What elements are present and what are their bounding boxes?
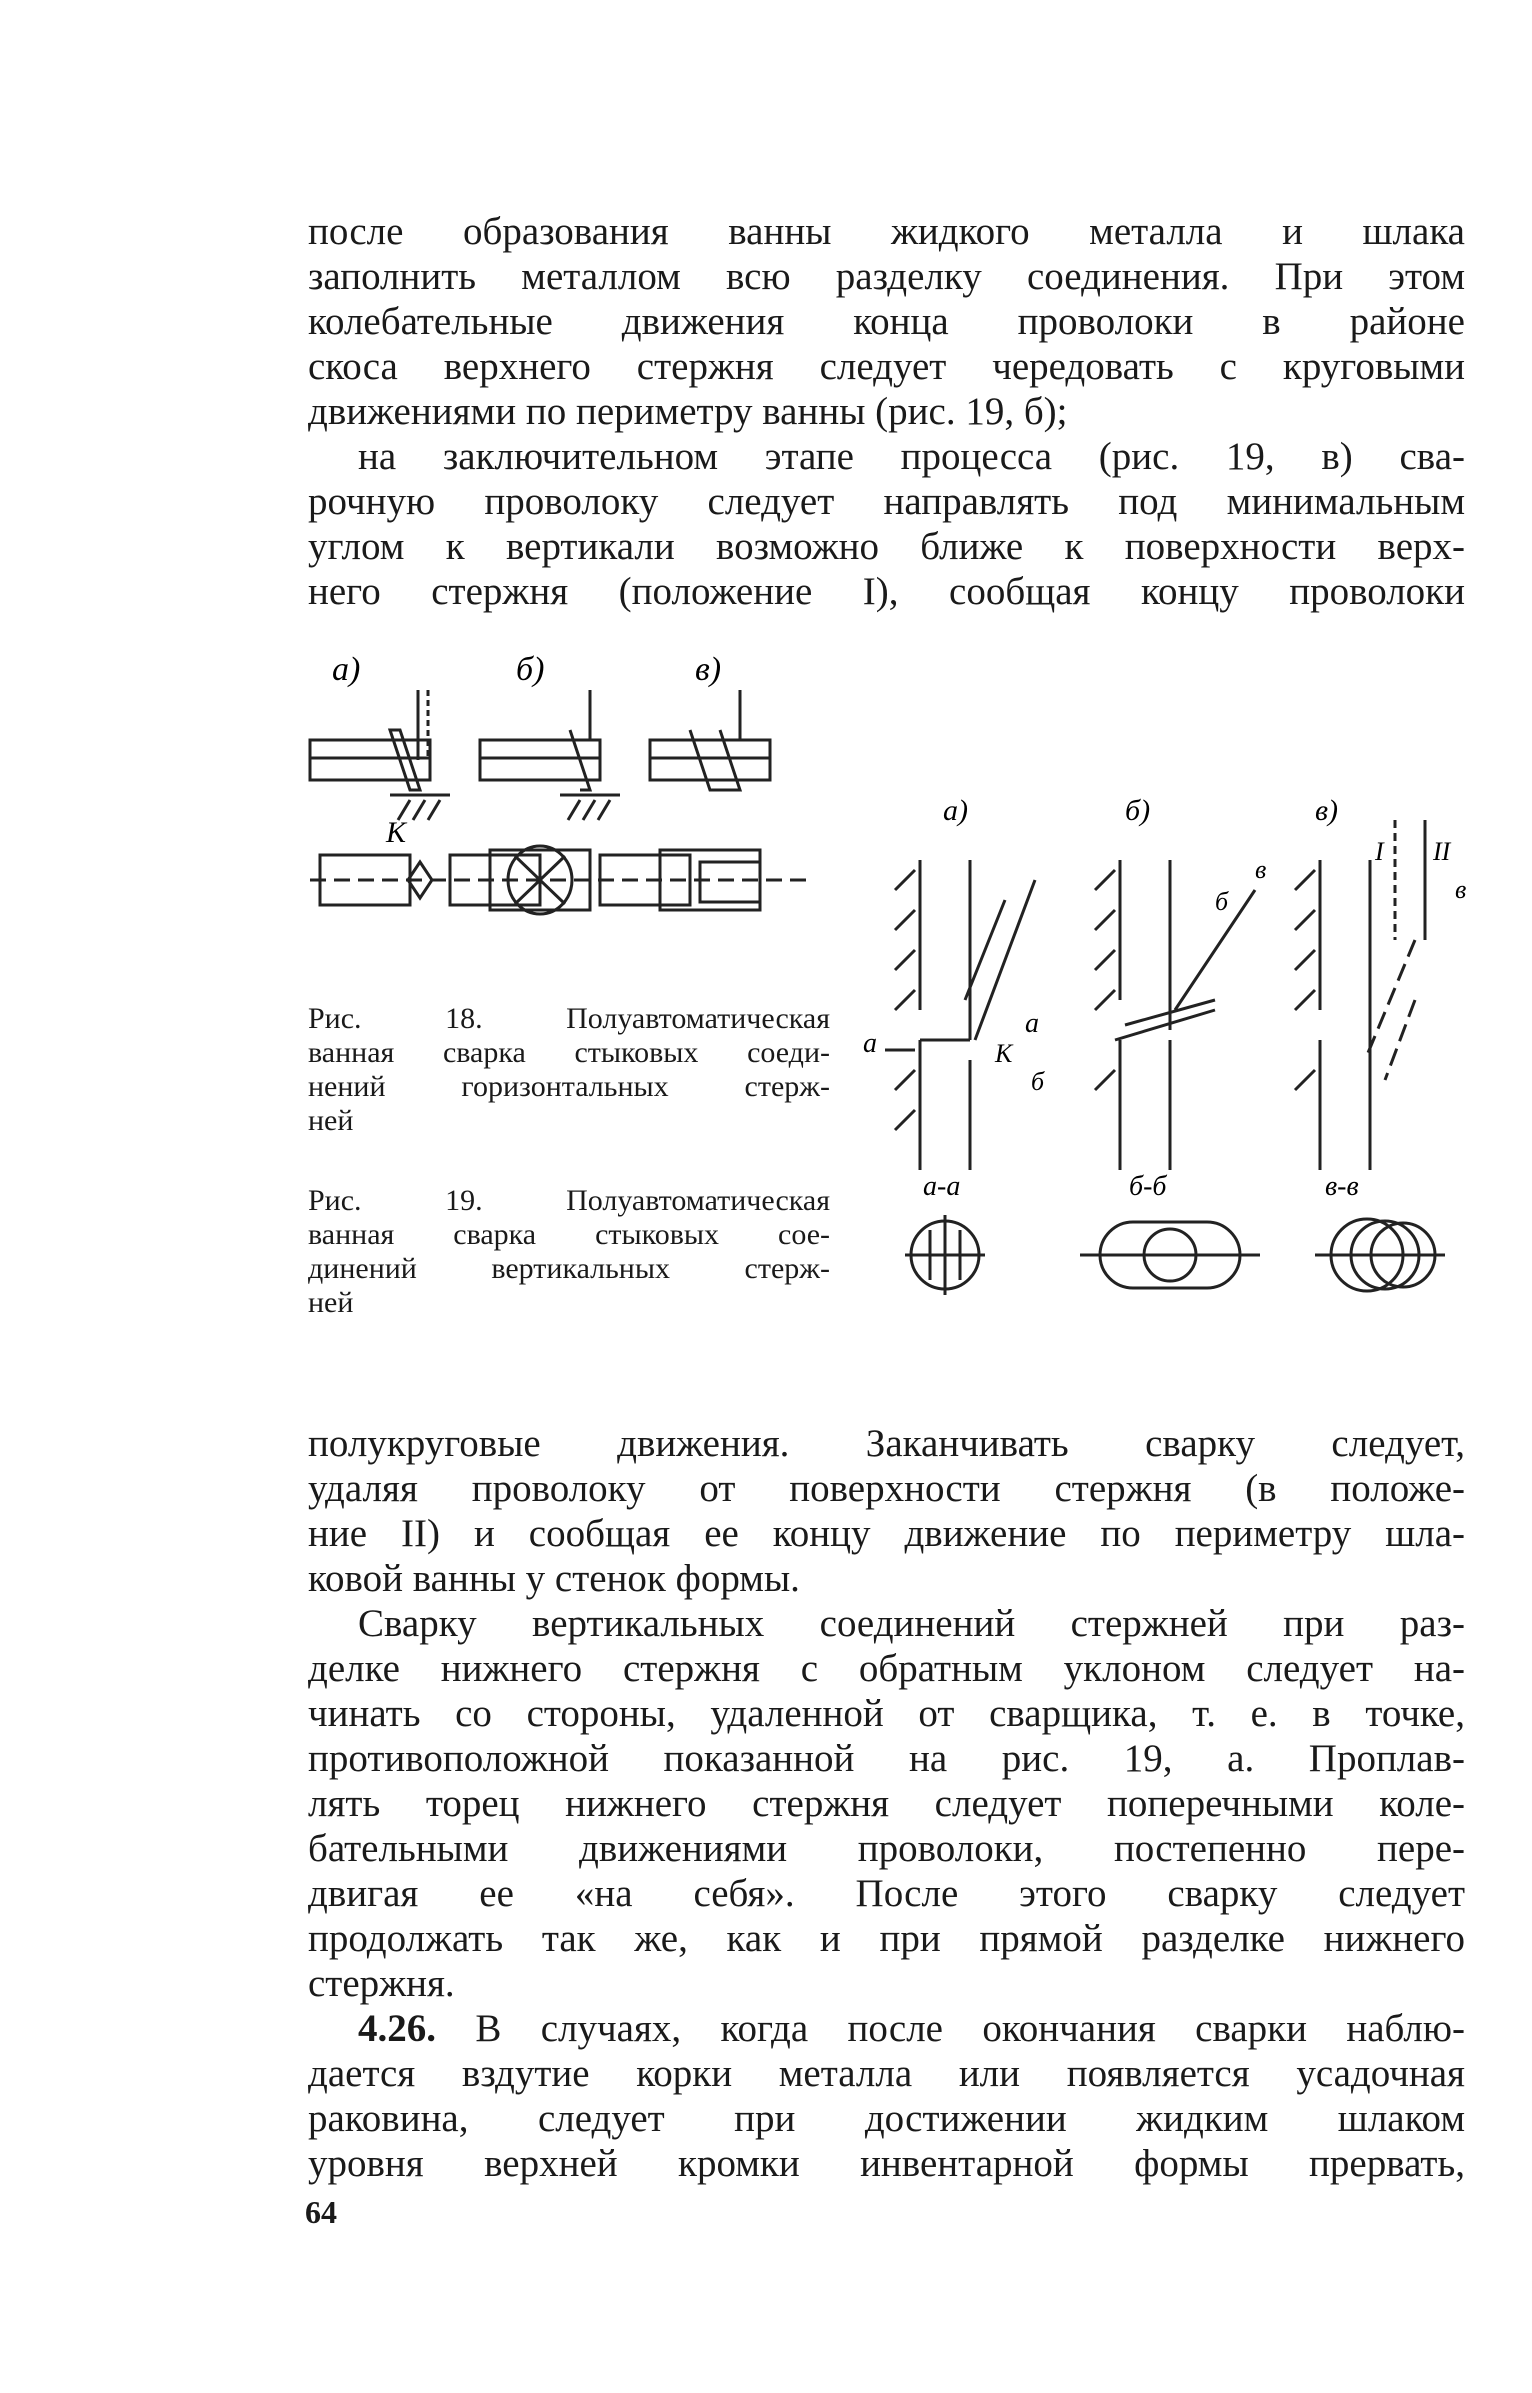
text-line: на заключительном этапе процесса (рис. 19, в) сва- (358, 435, 1465, 478)
caption-line: ванная сварка стыковых сое- (308, 1218, 830, 1251)
text-line: Сварку вертикальных соединений стержней при раз- (358, 1602, 1465, 1645)
text-line: противоположной показанной на рис. 19, а. Проплав- (308, 1737, 1465, 1780)
fig19-mark: а (863, 1028, 877, 1059)
text-line: рочную проволоку следует направлять под минимальным (308, 480, 1465, 523)
text-line: ние II) и сообщая ее концу движение по периметру шла- (308, 1512, 1465, 1555)
fig18-label-a: а) (332, 651, 361, 688)
fig19-label-a: а) (943, 794, 968, 827)
fig19-mark: I (1375, 837, 1384, 866)
fig19-mark: в (1255, 855, 1267, 884)
fig19-mark: К (995, 1039, 1013, 1068)
caption-line: Рис. 18. Полуавтоматическая (308, 1002, 830, 1035)
caption-line: Рис. 19. Полуавтоматическая (308, 1184, 830, 1217)
fig18-k-label: К (386, 816, 406, 849)
text-line: лять торец нижнего стержня следует поперечными коле- (308, 1782, 1465, 1825)
fig19-mark: б (1031, 1067, 1045, 1096)
caption-line: ванная сварка стыковых соеди- (308, 1036, 830, 1069)
text-line: после образования ванны жидкого металла и шлака (308, 210, 1465, 253)
paragraph-4-26-first-line (358, 2005, 1465, 2053)
fig19-mark: б (1215, 887, 1229, 916)
fig19-mark: в (1455, 875, 1467, 904)
fig19-mark: а (1025, 1008, 1039, 1039)
text-line: колебательные движения конца проволоки в районе (308, 300, 1465, 343)
text-line: бательными движениями проволоки, постепенно пере- (308, 1827, 1465, 1870)
text-line: уровня верхней кромки инвентарной формы прервать, (308, 2142, 1465, 2185)
fig18-label-b: б) (516, 651, 545, 688)
caption-line: ней (308, 1286, 354, 1319)
text-line: скоса верхнего стержня следует чередовать с круговыми (308, 345, 1465, 388)
text-line: делке нижнего стержня с обратным уклоном следует на- (308, 1647, 1465, 1690)
text-line: дается вздутие корки металла или появляется усадочная (308, 2052, 1465, 2095)
fig19-section-label: в-в (1325, 1171, 1359, 1202)
text-line: движениями по периметру ванны (рис. 19, б); (308, 390, 1068, 433)
text-line: двигая ее «на себя». После этого сварку следует (308, 1872, 1465, 1915)
caption-line: ней (308, 1104, 354, 1137)
caption-line: нений горизонтальных стерж- (308, 1070, 830, 1103)
text-line: стержня. (308, 1962, 455, 2005)
text-line: удаляя проволоку от поверхности стержня (в положе- (308, 1467, 1465, 1510)
text-line: углом к вертикали возможно ближе к поверхности верх- (308, 525, 1465, 568)
text-line: раковина, следует при достижении жидким шлаком (308, 2097, 1465, 2140)
fig19-label-b: б) (1125, 794, 1151, 827)
text-line: продолжать так же, как и при прямой разделке нижнего (308, 1917, 1465, 1960)
fig19-section-label: б-б (1129, 1171, 1167, 1202)
figure-19-drawing (855, 790, 1475, 1300)
fig19-label-v: в) (1315, 794, 1339, 827)
fig19-mark: II (1433, 837, 1451, 866)
text-line: него стержня (положение I), сообщая концу проволоки (308, 570, 1465, 613)
fig18-label-v: в) (695, 651, 722, 688)
text-span: В случаях, когда после окончания сварки наблю- (436, 2007, 1465, 2050)
fig19-section-label: а-а (923, 1171, 961, 1202)
caption-line: динений вертикальных стерж- (308, 1252, 830, 1285)
text-line: заполнить металлом всю разделку соединения. При этом (308, 255, 1465, 298)
page-number: 64 (305, 2194, 337, 2230)
paragraph-number: 4.26. (358, 2007, 436, 2050)
text-line: полукруговые движения. Заканчивать сварку следует, (308, 1422, 1465, 1465)
text-line: чинать со стороны, удаленной от сварщика, т. е. в точке, (308, 1692, 1465, 1735)
text-line: ковой ванны у стенок формы. (308, 1557, 800, 1600)
figure-18-drawing (300, 650, 840, 970)
